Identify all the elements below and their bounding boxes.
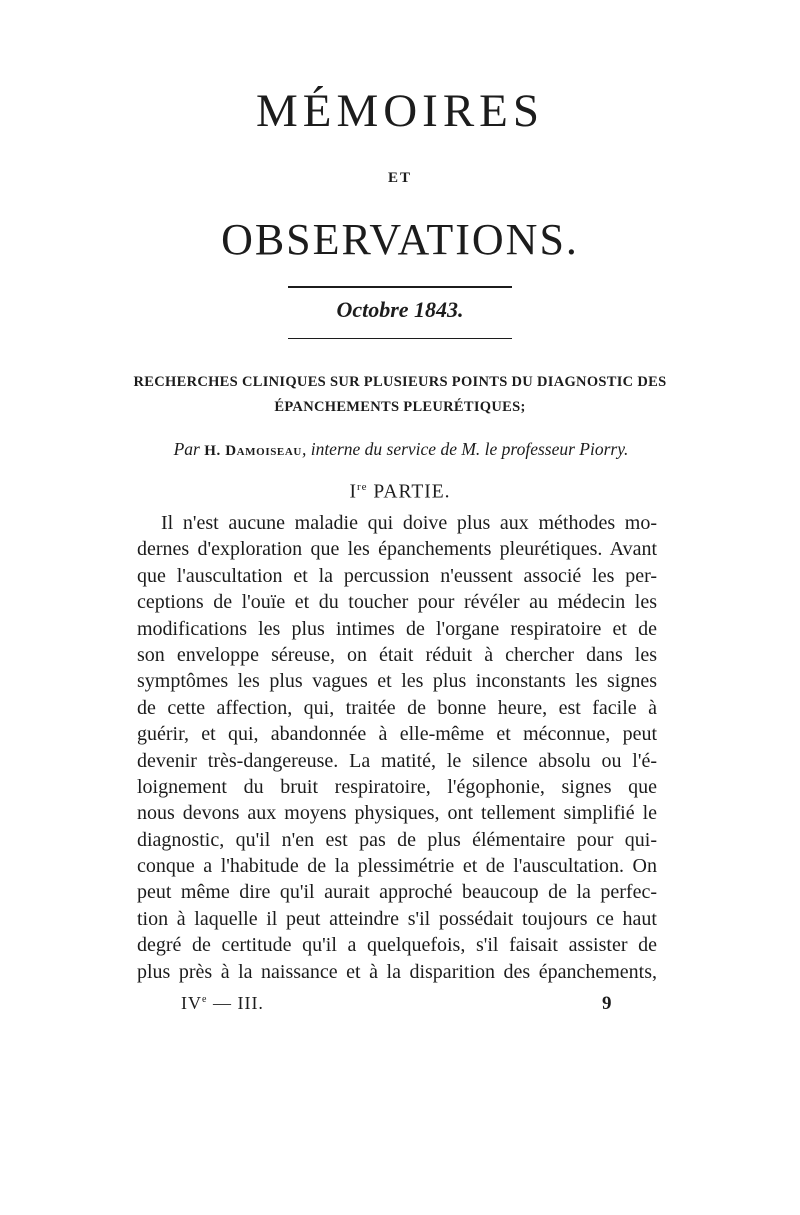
text-line: de cette affection, qui, traitée de bonne heure, est facile à xyxy=(137,696,657,719)
text-line: tion à laquelle il peut atteindre s'il possédait toujours ce haut xyxy=(137,907,657,930)
text-line: conque a l'habitude de la plessimétrie et de l'auscultation. On xyxy=(137,855,657,878)
part-heading xyxy=(0,481,800,504)
text-line: dernes d'exploration que les épanchements pleurétiques. Avant xyxy=(137,538,657,561)
text-line: son enveloppe séreuse, on était réduit à chercher dans les xyxy=(137,643,657,666)
text-line: loignement du bruit respiratoire, l'égophonie, signes que xyxy=(137,775,657,798)
byline-affiliation: , interne du service de M. le professeur Piorry. xyxy=(301,439,629,459)
part-number-suffix: re xyxy=(356,481,368,493)
text-line: degré de certitude qu'il a quelquefois, s'il faisait assister de xyxy=(137,934,657,957)
issue-date: Octobre 1843. xyxy=(336,297,464,322)
text-line: diagnostic, qu'il n'en est pas de plus élémentaire pour qui- xyxy=(137,828,657,851)
text-line: modifications les plus intimes de l'organe respiratoire et de xyxy=(137,617,657,640)
heading-observations: OBSERVATIONS. xyxy=(221,215,579,264)
signature-rest: — III. xyxy=(212,993,264,1013)
heading-conjunction: ET xyxy=(387,170,412,186)
text-line: nous devons aux moyens physiques, ont tellement simplifié le xyxy=(137,802,657,825)
heading-memoires: MÉMOIRES xyxy=(255,85,545,137)
divider-bottom xyxy=(288,338,512,339)
text-line: peut même dire qu'il aurait approché beaucoup de la perfec- xyxy=(137,881,657,904)
author-name: H. Damoiseau xyxy=(204,443,302,459)
divider-top xyxy=(288,286,512,288)
part-number: I xyxy=(349,481,357,503)
printer-signature xyxy=(181,993,264,1014)
article-title: RECHERCHES CLINIQUES SUR PLUSIEURS POINTS DU DIAGNOSTIC DES ÉPANCHEMENTS PLEURÉTIQUES; xyxy=(133,374,667,415)
signature-volume-suffix: e xyxy=(202,994,208,1005)
text-line: que l'auscultation et la percussion n'eussent associé les per- xyxy=(137,564,657,587)
part-label: PARTIE. xyxy=(373,481,451,503)
signature-volume: IV xyxy=(181,993,202,1013)
signature-number: 9 xyxy=(602,993,612,1014)
text-line: plus près à la naissance et à la disparition des épanchements, xyxy=(137,960,657,983)
body-paragraph xyxy=(137,510,657,985)
text-line: devenir très-dangereuse. La matité, le silence absolu ou l'é- xyxy=(137,749,657,772)
byline xyxy=(118,439,684,460)
byline-prefix: Par xyxy=(173,439,200,459)
text-line: Il n'est aucune maladie qui doive plus aux méthodes mo- xyxy=(161,512,657,534)
text-line: ceptions de l'ouïe et du toucher pour révéler au médecin les xyxy=(137,591,657,614)
text-line: symptômes les plus vagues et les plus inconstants les signes xyxy=(137,670,657,693)
text-line: guérir, et qui, abandonnée à elle-même et méconnue, peut xyxy=(137,723,657,746)
